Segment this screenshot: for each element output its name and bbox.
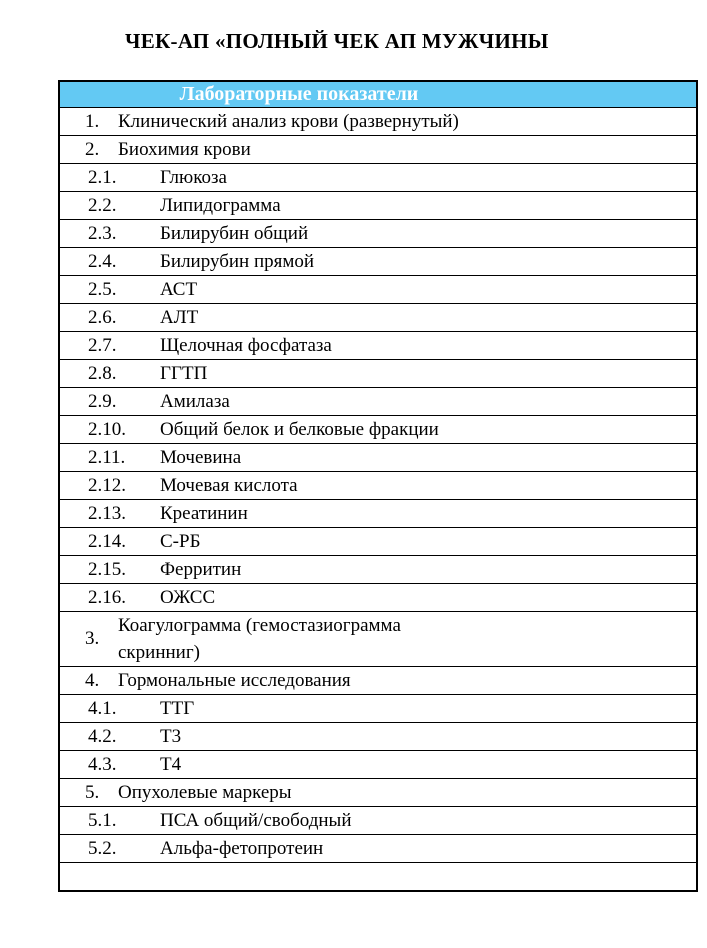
table-row: [60, 527, 696, 555]
table-row: [60, 163, 696, 191]
row-label: ОЖСС: [160, 586, 216, 608]
table-row: [60, 555, 696, 583]
row-label: С-РБ: [160, 530, 201, 552]
row-number: 2.8.: [88, 362, 117, 384]
row-number: 1.: [85, 110, 100, 132]
row-number: 2.: [85, 138, 100, 160]
table-header-lab-indicators: Лабораторные показатели: [60, 82, 696, 107]
row-label: ГГТП: [160, 362, 208, 384]
table-row: [60, 219, 696, 247]
row-label-line1: Коагулограмма (гемостазиограмма: [118, 615, 401, 636]
row-number: 2.4.: [88, 250, 117, 272]
table-row: [60, 862, 696, 890]
row-label: Т4: [160, 753, 182, 775]
table-row: [60, 247, 696, 275]
table-row: [60, 359, 696, 387]
table-row: [60, 583, 696, 611]
row-label: Общий белок и белковые фракции: [160, 418, 439, 440]
row-label: Мочевая кислота: [160, 474, 298, 496]
row-label: Глюкоза: [160, 166, 227, 188]
row-label: Ферритин: [160, 558, 242, 580]
row-number: 2.13.: [88, 502, 126, 524]
row-number: 4.2.: [88, 725, 117, 747]
table-row: [60, 107, 696, 135]
row-number: 2.10.: [88, 418, 126, 440]
row-label-line2: скринниг): [118, 642, 200, 663]
row-number: 5.: [85, 781, 100, 803]
table-row: [60, 806, 696, 834]
table-row: [60, 834, 696, 862]
table-row: [60, 694, 696, 722]
table-row: [60, 387, 696, 415]
table-row: [60, 135, 696, 163]
row-label: Амилаза: [160, 390, 230, 412]
row-number: 4.3.: [88, 753, 117, 775]
row-number: 2.15.: [88, 558, 126, 580]
table-row: [60, 722, 696, 750]
row-label: АЛТ: [160, 306, 199, 328]
row-label: Альфа-фетопротеин: [160, 837, 324, 859]
table-row: [60, 666, 696, 694]
row-label: Щелочная фосфатаза: [160, 334, 332, 356]
table-row: [60, 443, 696, 471]
row-label: Мочевина: [160, 446, 242, 468]
row-label: ПСА общий/свободный: [160, 809, 352, 831]
row-number: 2.11.: [88, 446, 126, 468]
row-label: Биохимия крови: [118, 138, 251, 160]
row-label: Креатинин: [160, 502, 248, 524]
page-title: ЧЕК-АП «ПОЛНЫЙ ЧЕК АП МУЖЧИНЫ: [125, 29, 549, 53]
row-label: Т3: [160, 725, 182, 747]
table-row: [60, 611, 696, 666]
table-row: [60, 275, 696, 303]
table-row: [60, 331, 696, 359]
lab-indicators-table: [58, 80, 698, 892]
table-row: [60, 499, 696, 527]
row-label: ТТГ: [160, 697, 195, 719]
row-number: 2.5.: [88, 278, 117, 300]
document-page: [0, 29, 707, 948]
row-label: Липидограмма: [160, 194, 281, 216]
row-number: 2.9.: [88, 390, 117, 412]
row-number: 5.2.: [88, 837, 117, 859]
row-label: Гормональные исследования: [118, 669, 351, 691]
row-number: 2.6.: [88, 306, 117, 328]
row-label: Опухолевые маркеры: [118, 781, 292, 803]
table-row: [60, 303, 696, 331]
row-label: [118, 612, 401, 666]
row-number: 2.7.: [88, 334, 117, 356]
table-body: [60, 107, 696, 890]
row-number: 4.1.: [88, 697, 117, 719]
table-row: [60, 191, 696, 219]
row-number: 2.16.: [88, 586, 126, 608]
table-row: [60, 750, 696, 778]
row-number: 3.: [85, 628, 100, 649]
row-number: 2.2.: [88, 194, 117, 216]
table-row: [60, 778, 696, 806]
row-label: Клинический анализ крови (развернутый): [118, 110, 459, 132]
row-number: 2.14.: [88, 530, 126, 552]
row-number: 5.1.: [88, 809, 117, 831]
table-row: [60, 415, 696, 443]
row-number: 2.1.: [88, 166, 117, 188]
table-row: [60, 471, 696, 499]
row-number: 4.: [85, 669, 100, 691]
row-label: Билирубин общий: [160, 222, 309, 244]
row-number: 2.3.: [88, 222, 117, 244]
row-label: АСТ: [160, 278, 198, 300]
row-label: Билирубин прямой: [160, 250, 315, 272]
row-number: 2.12.: [88, 474, 126, 496]
